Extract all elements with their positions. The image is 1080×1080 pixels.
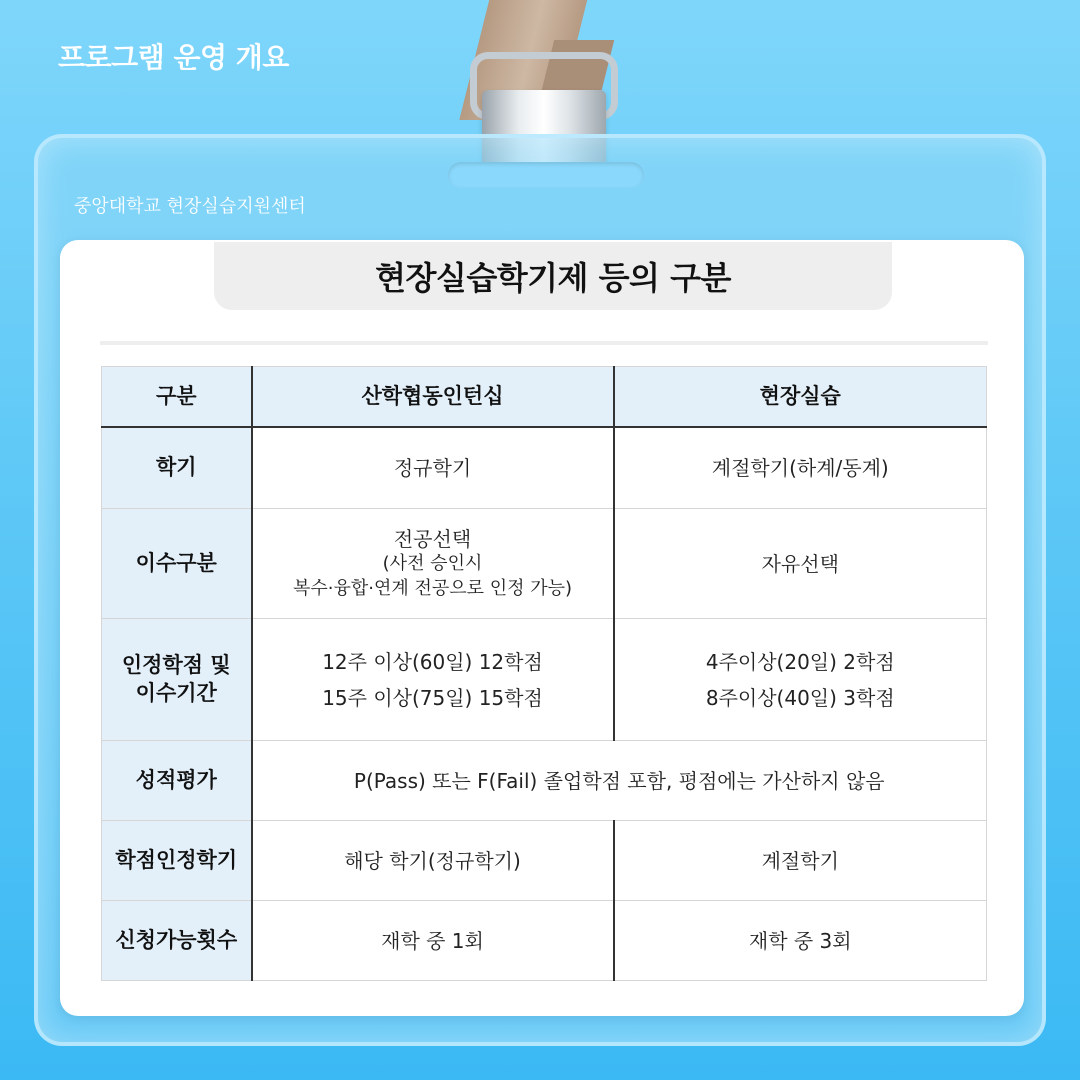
comparison-table: [101, 366, 987, 981]
row-label: 학점인정학기: [102, 821, 252, 901]
header-field-practice: 현장실습: [614, 367, 987, 427]
label-line: 인정학점 및: [121, 653, 231, 678]
practice-cell: 계절학기(하계/동계): [614, 427, 987, 509]
practice-cell: [614, 619, 987, 741]
table-row: [102, 901, 987, 981]
organization-name: 중앙대학교 현장실습지원센터: [74, 196, 306, 217]
row-label: [102, 619, 252, 741]
cell-line: 8주이상(40일) 3학점: [705, 685, 895, 710]
header-category: 구분: [102, 367, 252, 427]
row-label: 신청가능횟수: [102, 901, 252, 981]
page-title: 프로그램 운영 개요: [58, 41, 289, 74]
label-line: 이수기간: [135, 680, 217, 705]
header-internship: 산학협동인턴십: [252, 367, 614, 427]
row-label: 학기: [102, 427, 252, 509]
practice-cell: 재학 중 3회: [614, 901, 987, 981]
table-row: [102, 509, 987, 619]
card-title: 현장실습학기제 등의 구분: [214, 242, 892, 310]
practice-cell: 자유선택: [614, 509, 987, 619]
cell-line: 복수·융합·연계 전공으로 인정 가능): [292, 577, 573, 599]
table-row: [102, 619, 987, 741]
cell-line: 12주 이상(60일) 12학점: [322, 649, 543, 674]
internship-cell: [252, 509, 614, 619]
internship-cell: [252, 619, 614, 741]
practice-cell: 계절학기: [614, 821, 987, 901]
internship-cell: 정규학기: [252, 427, 614, 509]
title-divider: [100, 341, 988, 345]
table-row: [102, 741, 987, 821]
table-header-row: [102, 367, 987, 427]
cell-line: 4주이상(20일) 2학점: [705, 649, 895, 674]
internship-cell: 해당 학기(정규학기): [252, 821, 614, 901]
table-row: [102, 427, 987, 509]
row-label: 이수구분: [102, 509, 252, 619]
table-row: [102, 821, 987, 901]
merged-cell: P(Pass) 또는 F(Fail) 졸업학점 포함, 평점에는 가산하지 않음: [252, 741, 987, 821]
cell-line: 전공선택: [393, 527, 472, 552]
badge-slot: [448, 162, 644, 188]
cell-line: (사전 승인시: [382, 553, 483, 575]
row-label: 성적평가: [102, 741, 252, 821]
cell-line: 15주 이상(75일) 15학점: [322, 685, 543, 710]
internship-cell: 재학 중 1회: [252, 901, 614, 981]
